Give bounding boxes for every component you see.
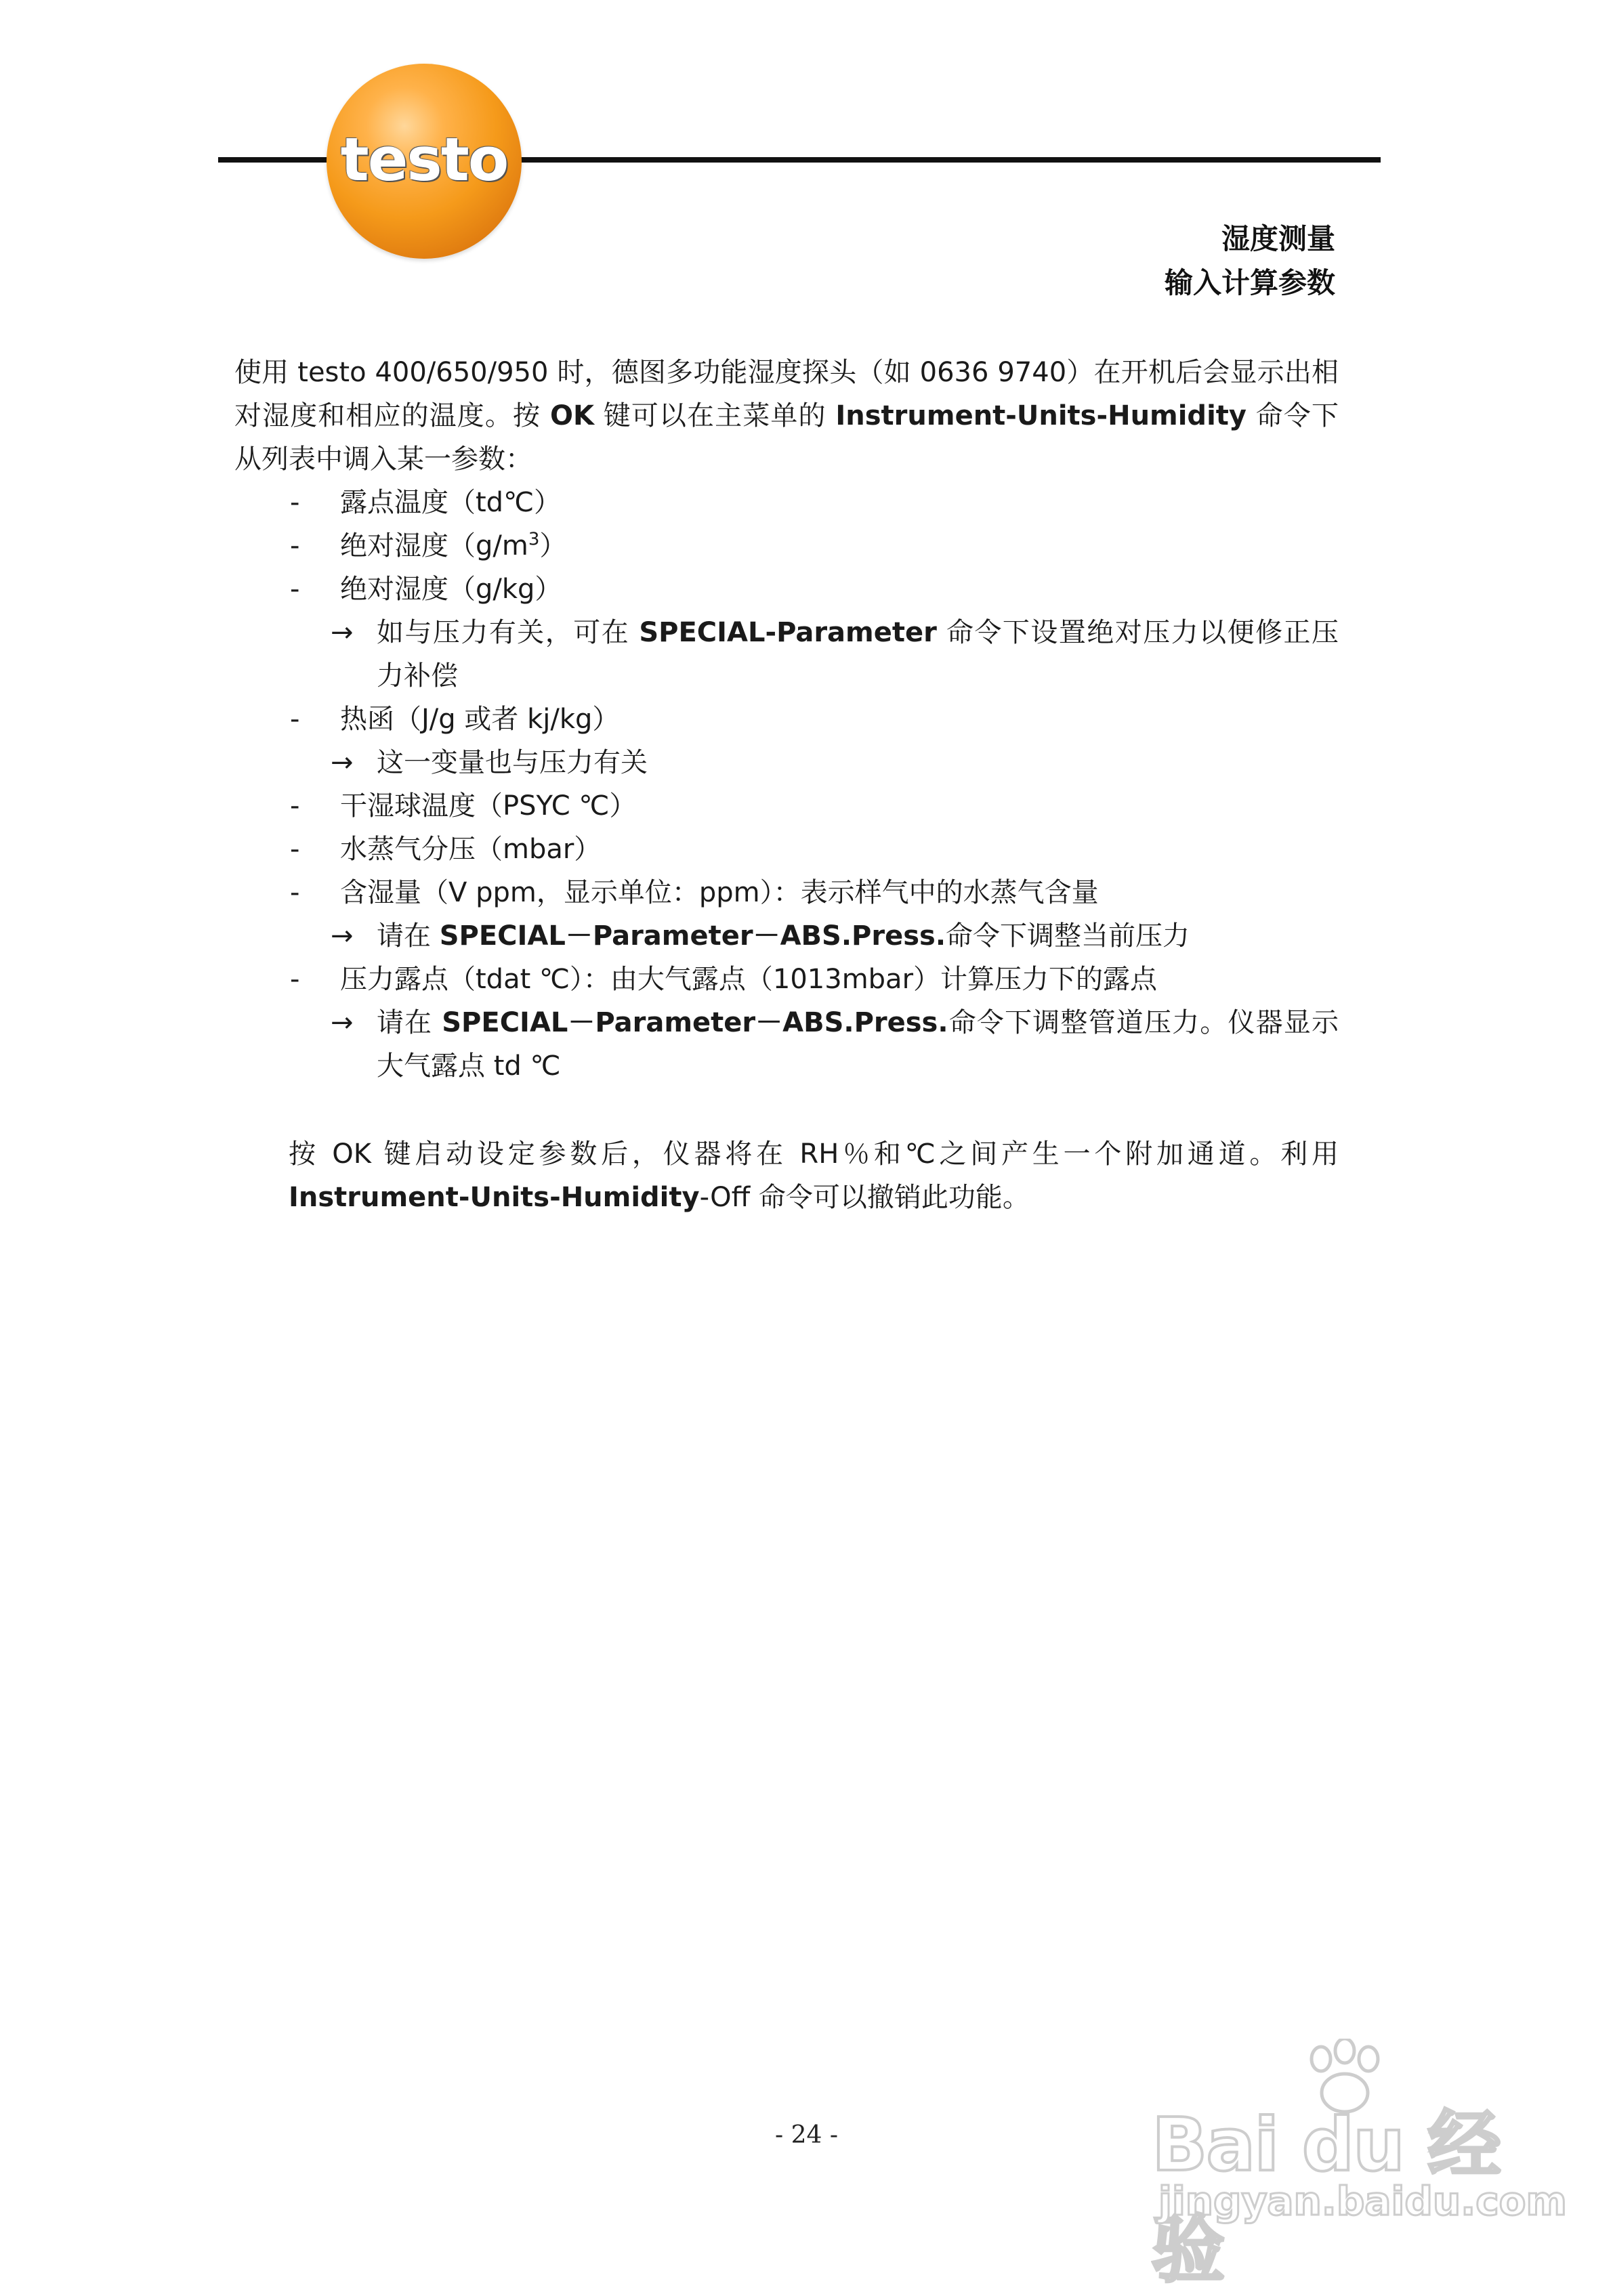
list-note: [234, 1001, 1339, 1088]
list-item-text: 水蒸气分压（mbar）: [340, 834, 602, 865]
note-command: SPECIAL-Parameter: [639, 617, 937, 648]
arrow-icon: →: [331, 1007, 354, 1038]
intro-ok-key: OK: [549, 400, 594, 431]
list-item-text: 干湿球温度（PSYC ℃）: [340, 790, 637, 822]
list-item-text: 压力露点（tdat ℃）：由大气露点（1013mbar）计算压力下的露点: [340, 964, 1158, 995]
list-item-text: ）: [539, 530, 567, 561]
intro-text-1: 使用 testo 400/650/950 时，德图多功能湿度探头（如 0636 9740）在开机后会显示出相对湿度和相应的温度。按: [234, 357, 1339, 431]
list-item: [234, 958, 1339, 1001]
note-text: 请在: [377, 1007, 442, 1038]
list-dash: -: [290, 704, 300, 735]
list-dash: -: [290, 487, 300, 518]
list-item-text: 绝对湿度（g/kg）: [340, 574, 562, 605]
testo-logo: [327, 64, 522, 259]
list-item: [234, 481, 1339, 524]
note-text: 命令下设置绝对压力以便修正压力补偿: [377, 617, 1339, 692]
list-item-text: 绝对湿度（g/m: [340, 530, 528, 561]
list-item: [234, 524, 1339, 568]
note-text: 这一变量也与压力有关: [377, 747, 648, 778]
intro-menu-path: Instrument-Units-Humidity: [835, 400, 1247, 431]
list-note: [234, 741, 1339, 784]
list-dash: -: [290, 790, 300, 822]
outro-menu-path: Instrument-Units-Humidity: [289, 1182, 700, 1213]
baidu-watermark: [1152, 2039, 1567, 2293]
page-number: - 24 -: [774, 2121, 839, 2149]
arrow-icon: →: [331, 617, 354, 648]
note-text: 如与压力有关，可在: [377, 617, 640, 648]
section-title-line1: 湿度测量: [1221, 222, 1335, 255]
watermark-brand: Bai du 经验: [1152, 2103, 1500, 2293]
list-item: [234, 698, 1339, 741]
intro-text-3: 命令下从列表中调入某一参数：: [234, 400, 1339, 475]
list-dash: -: [290, 877, 300, 908]
list-item-text: 露点温度（td℃）: [340, 487, 561, 518]
outro-text-1: 按 OK 键启动设定参数后，仪器将在 RH％和℃之间产生一个附加通道。利用: [289, 1139, 1339, 1170]
note-text: 命令下调整管道压力。仪器显示大气露点 td ℃: [377, 1007, 1339, 1082]
intro-text-2: 键可以在主菜单的: [593, 400, 836, 431]
section-title-line2: 输入计算参数: [1164, 266, 1335, 299]
superscript: 3: [528, 529, 540, 550]
parameter-list: [234, 481, 1339, 1088]
list-item-text: 含湿量（V ppm，显示单位：ppm）：表示样气中的水蒸气含量: [340, 877, 1099, 908]
arrow-icon: →: [331, 747, 354, 778]
list-note: [234, 611, 1339, 698]
list-dash: -: [290, 964, 300, 995]
list-item: [234, 784, 1339, 828]
list-dash: -: [290, 834, 300, 865]
list-item: [234, 568, 1339, 611]
logo-text: testo: [340, 124, 508, 194]
note-command: SPECIAL－Parameter－ABS.Press.: [439, 920, 946, 952]
arrow-icon: →: [331, 920, 354, 952]
list-item-text: 热函（J/g 或者 kj/kg）: [340, 704, 620, 735]
note-text: 请在: [377, 920, 440, 952]
list-dash: -: [290, 574, 300, 605]
list-dash: -: [290, 530, 300, 561]
note-text: 命令下调整当前压力: [946, 920, 1190, 952]
watermark-url: jingyan.baidu.com: [1158, 2178, 1567, 2224]
note-command: SPECIAL－Parameter－ABS.Press.: [442, 1007, 948, 1038]
outro-paragraph: [289, 1132, 1339, 1219]
list-item: [234, 828, 1339, 871]
list-item: [234, 871, 1339, 914]
intro-paragraph: [234, 351, 1339, 481]
list-note: [234, 914, 1339, 958]
outro-text-2: -Off 命令可以撤销此功能。: [699, 1182, 1030, 1213]
